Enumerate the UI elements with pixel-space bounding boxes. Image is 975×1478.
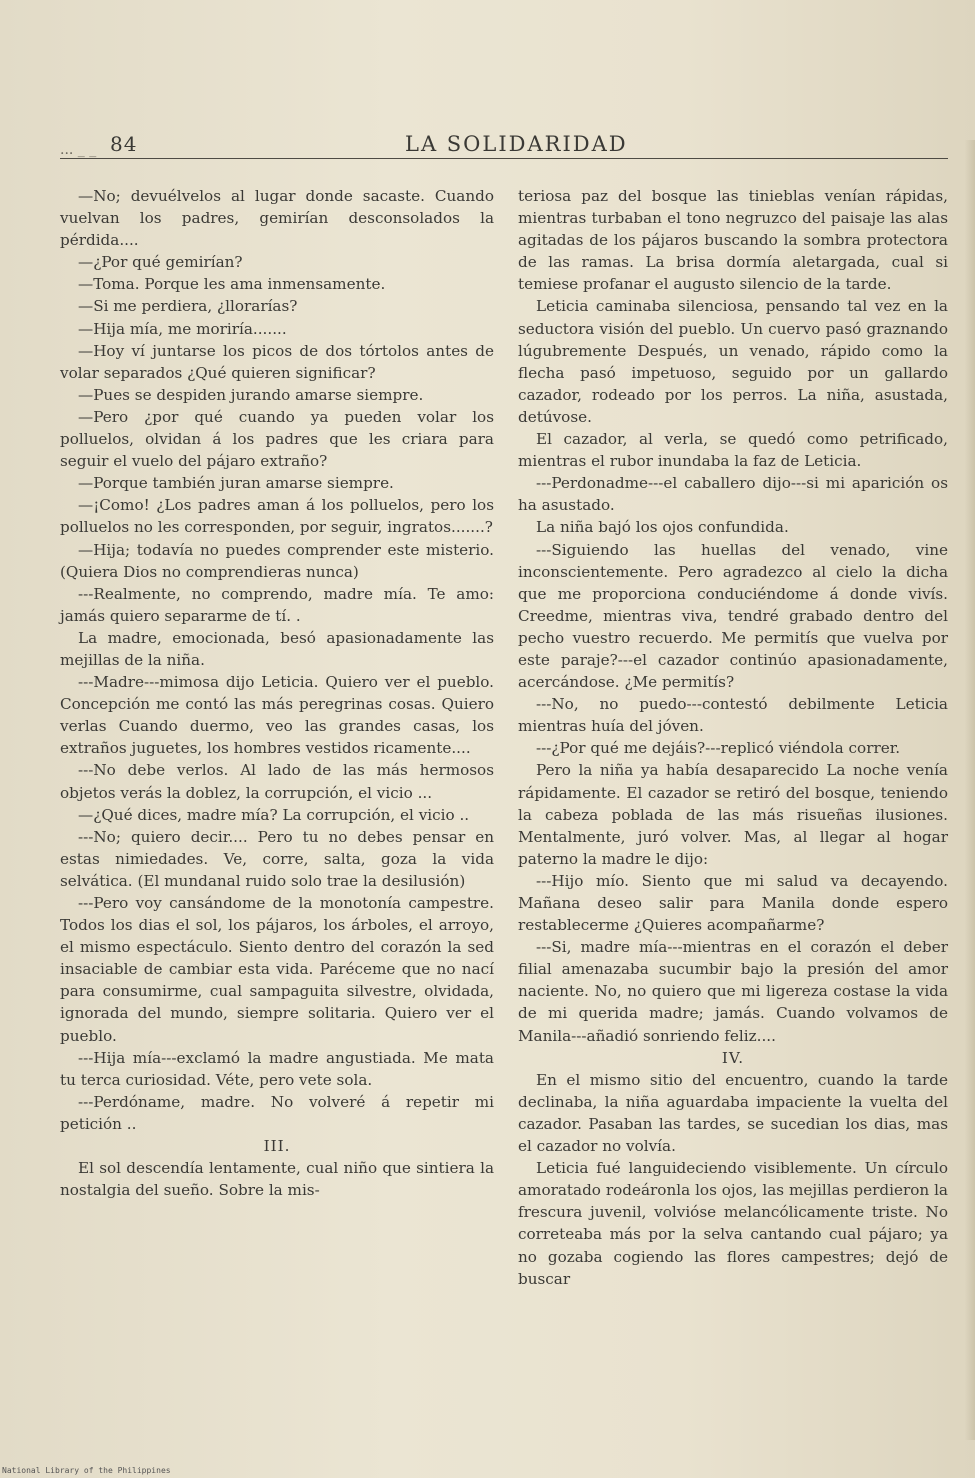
paragraph: ---Realmente, no comprendo, madre mía. Te amo: jamás quiero separarme de tí. . xyxy=(60,584,494,625)
paragraph: ---Hijo mío. Siento que mi salud va decayendo. Mañana deseo salir para Manila donde espero restablecerme ¿Quieres acompañarme? xyxy=(518,871,948,935)
header-rule xyxy=(60,158,948,159)
paragraph: ---No, no puedo---contestó debilmente Leticia mientras huía del jóven. xyxy=(518,695,948,736)
left-column xyxy=(60,185,494,1201)
paragraph: —Pues se despiden jurando amarse siempre. xyxy=(78,385,424,404)
paragraph: ---Perdonadme---el caballero dijo---si mi aparición os ha asustado. xyxy=(518,474,948,515)
paragraph: Pero la niña ya había desaparecido La noche venía rápidamente. El cazador se retiró del bosque, teniendo la cabeza poblada de las más risueñas ilusiones. Mentalmente, juró volver. Mas, al llegar al hogar paterno la madre le dijo: xyxy=(518,761,948,868)
page-header xyxy=(60,128,948,162)
paragraph: La niña bajó los ojos confundida. xyxy=(536,518,789,537)
paragraph: —Porque también juran amarse siempre. xyxy=(78,474,394,493)
page-number: 84 xyxy=(110,132,138,156)
paragraph: —¿Qué dices, madre mía? La corrupción, el vicio .. xyxy=(78,805,470,824)
page-edge-shadow xyxy=(965,140,975,1440)
paragraph: —Pero ¿por qué cuando ya pueden volar los polluelos, olvidan á los padres que les criara para seguir el vuelo del pájaro extraño? xyxy=(60,407,494,471)
paragraph: —¡Como! ¿Los padres aman á los polluelos, pero los polluelos no les corresponden, por seguir, ingratos.......? xyxy=(60,496,494,537)
journal-title: LA SOLIDARIDAD xyxy=(405,132,628,156)
paragraph: ---Hija mía---exclamó la madre angustiada. Me mata tu terca curiosidad. Véte, pero vete sola. xyxy=(60,1048,494,1089)
paragraph: La madre, emocionada, besó apasionadamente las mejillas de la niña. xyxy=(60,628,494,669)
paragraph: —Hija mía, me moriría....... xyxy=(78,319,287,338)
section-heading: IV. xyxy=(721,1048,745,1067)
paragraph: Leticia fué languideciendo visiblemente. Un círculo amoratado rodeáronla los ojos, las mejillas perdieron la frescura juvenil, volvióse melancólicamente triste. No correteaba más por la selva cantando cual pájaro; ya no gozaba cogiendo las flores campestres; dejó de buscar xyxy=(518,1159,948,1288)
paragraph: —Toma. Porque les ama inmensamente. xyxy=(78,275,386,294)
paragraph: —Si me perdiera, ¿llorarías? xyxy=(78,297,298,316)
paragraph: ---Siguiendo las huellas del venado, vine inconscientemente. Pero agradezco al cielo la dicha que me proporciona conduciéndome á donde vivís. Creedme, mientras viva, tendré grabado dentro del pecho vuestro recuerdo. Me permitís que vuelva por este paraje?---el cazador continúo apasionadamente, acercándose. ¿Me permitís? xyxy=(518,540,948,692)
paragraph: El cazador, al verla, se quedó como petrificado, mientras el rubor inundaba la faz de Leticia. xyxy=(518,430,948,471)
paragraph: —No; devuélvelos al lugar donde sacaste. Cuando vuelvan los padres, gemirían desconsolados la pérdida.... xyxy=(60,187,494,250)
right-column xyxy=(518,185,948,1290)
paragraph: —Hija; todavía no puedes comprender este misterio. (Quiera Dios no comprendieras nunca) xyxy=(60,540,494,581)
paragraph: ---Si, madre mía---mientras en el corazón el deber filial amenazaba sucumbir bajo la presión del amor naciente. No, no quiero que mi ligereza costase la vida de mi querida madre; jamás. Cuando volvamos de Manila---añadió sonriendo feliz.... xyxy=(518,938,948,1045)
paragraph: —¿Por qué gemirían? xyxy=(78,253,243,272)
footer-credit: National Library of the Philippines xyxy=(2,1466,171,1475)
paragraph: ---¿Por qué me dejáis?---replicó viéndola correr. xyxy=(536,739,901,758)
paragraph: teriosa paz del bosque las tinieblas venían rápidas, mientras turbaban el tono negruzco del paisaje las alas agitadas de los pájaros buscando la sombra protectora de las ramas. La brisa dormía aletargada, cual si temiese profanar el augusto silencio de la tarde. xyxy=(518,187,948,294)
paragraph: ---Perdóname, madre. No volveré á repetir mi petición .. xyxy=(60,1092,494,1133)
paragraph: El sol descendía lentamente, cual niño que sintiera la nostalgia del sueño. Sobre la mis- xyxy=(60,1159,494,1200)
paragraph: ---Madre---mimosa dijo Leticia. Quiero ver el pueblo. Concepción me contó las más peregrinas cosas. Quiero verlas Cuando duermo, veo las grandes casas, los extraños juguetes, los hombres vestidos ricamente.... xyxy=(60,673,494,758)
paragraph: —Hoy ví juntarse los picos de dos tórtolos antes de volar separados ¿Qué quieren significar? xyxy=(60,341,494,382)
paragraph: Leticia caminaba silenciosa, pensando tal vez en la seductora visión del pueblo. Un cuervo pasó graznando lúgubremente Después, un venado, rápido como la flecha pasó impetuoso, seguido por un gallardo cazador, rodeado por los perros. La niña, asustada, detúvose. xyxy=(518,297,948,426)
paragraph: En el mismo sitio del encuentro, cuando la tarde declinaba, la niña aguardaba impaciente la vuelta del cazador. Pasaban las tardes, se sucedian los dias, mas el cazador no volvía. xyxy=(518,1070,948,1156)
paragraph: ---No debe verlos. Al lado de las más hermosos objetos verás la doblez, la corrupción, el vicio ... xyxy=(60,761,494,802)
section-heading: III. xyxy=(263,1137,291,1156)
paragraph: ---Pero voy cansándome de la monotonía campestre. Todos los dias el sol, los pájaros, los árboles, el arroyo, el mismo espectáculo. Siento dentro del corazón la sed insaciable de cambiar esta vida. Paréceme que no nací para consumirme, cual sampaguita silvestre, olvidada, ignorada del mundo, siempre solitaria. Quiero ver el pueblo. xyxy=(60,894,494,1045)
header-dash: ... _ _ xyxy=(60,142,97,158)
paragraph: ---No; quiero decir.... Pero tu no debes pensar en estas nimiedades. Ve, corre, salta, goza la vida selvática. (El mundanal ruido solo trae la desilusión) xyxy=(60,827,494,890)
